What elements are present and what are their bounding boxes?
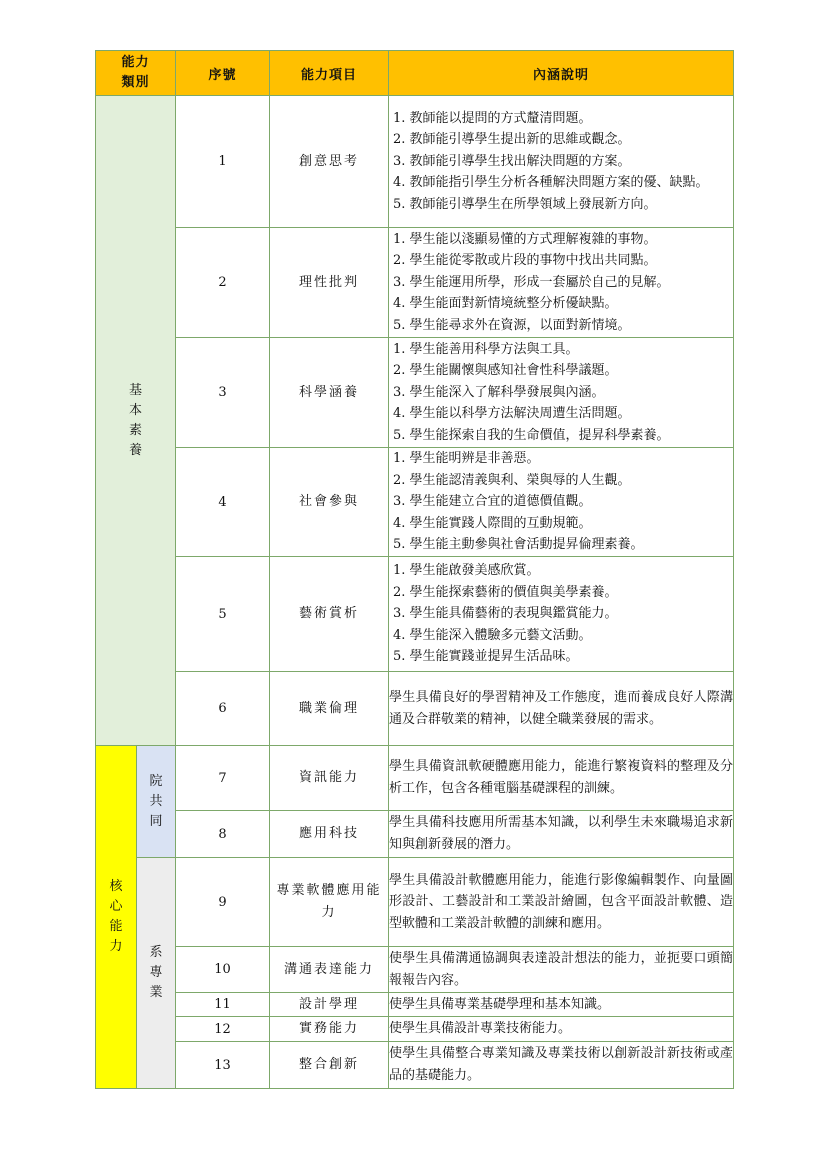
desc-line: 3. 學生能深入了解科學發展與內涵。 [393,384,605,400]
row-item: 創意思考 [270,96,389,228]
row-number: 13 [176,1042,270,1089]
row-item: 設計學理 [270,993,389,1017]
row-description: 學生具備設計軟體應用能力，能進行影像編輯製作、向量圖形設計、工藝設計和工業設計繪圖，包含平面設計軟體、造型軟體和工業設計軟體的訓練和應用。 [389,858,734,947]
row-number: 10 [176,947,270,993]
desc-line: 2. 學生能認清義與利、榮與辱的人生觀。 [393,472,631,488]
header-category: 能力 類別 [96,51,176,96]
desc-line: 4. 學生能深入體驗多元藝文活動。 [393,627,592,643]
desc-line: 2. 學生能從零散或片段的事物中找出共同點。 [393,253,657,269]
desc-line: 2. 學生能探索藝術的價值與美學素養。 [393,584,618,600]
desc-line: 5. 學生能探索自我的生命價值，提昇科學素養。 [393,427,670,443]
row-number: 1 [176,96,270,228]
desc-line: 1. 學生能明辨是非善惡。 [393,451,540,467]
row-number: 3 [176,338,270,448]
row-item: 科學涵養 [270,338,389,448]
row-item: 職業倫理 [270,672,389,746]
row-item: 溝通表達能力 [270,947,389,993]
row-description [389,338,734,448]
row-description: 使學生具備溝通協調與表達設計想法的能力，並扼要口頭簡報報告內容。 [389,947,734,993]
desc-line: 3. 學生能運用所學，形成一套屬於自己的見解。 [393,274,670,290]
row-item: 社會參與 [270,448,389,557]
row-description [389,448,734,557]
subcategory-college: 院共同 [137,746,176,858]
row-number: 5 [176,557,270,672]
desc-line: 4. 學生能以科學方法解決周遭生活問題。 [393,406,631,422]
table-row [96,993,734,1017]
desc-line: 1. 教師能以提問的方式釐清問題。 [393,110,592,126]
row-description [389,557,734,672]
row-description: 使學生具備整合專業知識及專業技術以創新設計新技術或產品的基礎能力。 [389,1042,734,1089]
desc-line: 2. 學生能關懷與感知社會性科學議題。 [393,363,618,379]
desc-line: 5. 教師能引導學生在所學領域上發展新方向。 [393,196,657,212]
table-row [96,96,734,228]
desc-line: 4. 教師能指引學生分析各種解決問題方案的優、缺點。 [393,175,709,191]
table-row [96,228,734,338]
desc-line: 5. 學生能實踐並提昇生活品味。 [393,649,579,665]
table-row [96,811,734,858]
row-number: 9 [176,858,270,947]
row-number: 4 [176,448,270,557]
row-item: 整合創新 [270,1042,389,1089]
header-description: 內涵說明 [389,51,734,96]
desc-line: 1. 學生能以淺顯易懂的方式理解複雜的事物。 [393,231,657,247]
row-number: 2 [176,228,270,338]
ability-table [95,50,734,1089]
desc-line: 5. 學生能主動參與社會活動提昇倫理素養。 [393,537,644,553]
row-description: 學生具備科技應用所需基本知識，以利學生未來職場追求新知與創新發展的潛力。 [389,811,734,858]
desc-line: 1. 學生能啟發美感欣賞。 [393,563,540,579]
desc-line: 1. 學生能善用科學方法與工具。 [393,341,579,357]
row-item: 專業軟體應用能力 [270,858,389,947]
desc-line: 2. 教師能引導學生提出新的思維或觀念。 [393,132,631,148]
table-row [96,1017,734,1042]
row-number: 8 [176,811,270,858]
row-description: 使學生具備專業基礎學理和基本知識。 [389,993,734,1017]
row-number: 11 [176,993,270,1017]
desc-line: 5. 學生能尋求外在資源，以面對新情境。 [393,317,631,333]
row-description: 學生具備資訊軟硬體應用能力，能進行繁複資料的整理及分析工作，包含各種電腦基礎課程的訓練。 [389,746,734,811]
row-item: 理性批判 [270,228,389,338]
desc-line: 4. 學生能面對新情境統整分析優缺點。 [393,296,618,312]
header-number: 序號 [176,51,270,96]
table-row [96,947,734,993]
header-item: 能力項目 [270,51,389,96]
row-description: 使學生具備設計專業技術能力。 [389,1017,734,1042]
subcategory-dept: 系專業 [137,858,176,1089]
desc-line: 3. 學生能具備藝術的表現與鑑賞能力。 [393,606,618,622]
row-number: 12 [176,1017,270,1042]
table-row [96,858,734,947]
table-row [96,557,734,672]
desc-line: 3. 教師能引導學生找出解決問題的方案。 [393,153,631,169]
desc-line: 3. 學生能建立合宜的道德價值觀。 [393,494,592,510]
table-row [96,448,734,557]
table-row [96,1042,734,1089]
header-row [96,51,734,96]
category-core: 核心能力 [96,746,137,1089]
table-row [96,746,734,811]
table-row [96,672,734,746]
row-item: 實務能力 [270,1017,389,1042]
table-row [96,338,734,448]
row-item: 應用科技 [270,811,389,858]
row-item: 資訊能力 [270,746,389,811]
row-description [389,228,734,338]
row-number: 7 [176,746,270,811]
row-item: 藝術賞析 [270,557,389,672]
category-basic: 基本素養 [96,96,176,746]
desc-line: 4. 學生能實踐人際間的互動規範。 [393,515,592,531]
row-description [389,96,734,228]
row-number: 6 [176,672,270,746]
row-description: 學生具備良好的學習精神及工作態度，進而養成良好人際溝通及合群敬業的精神，以健全職業發展的需求。 [389,672,734,746]
